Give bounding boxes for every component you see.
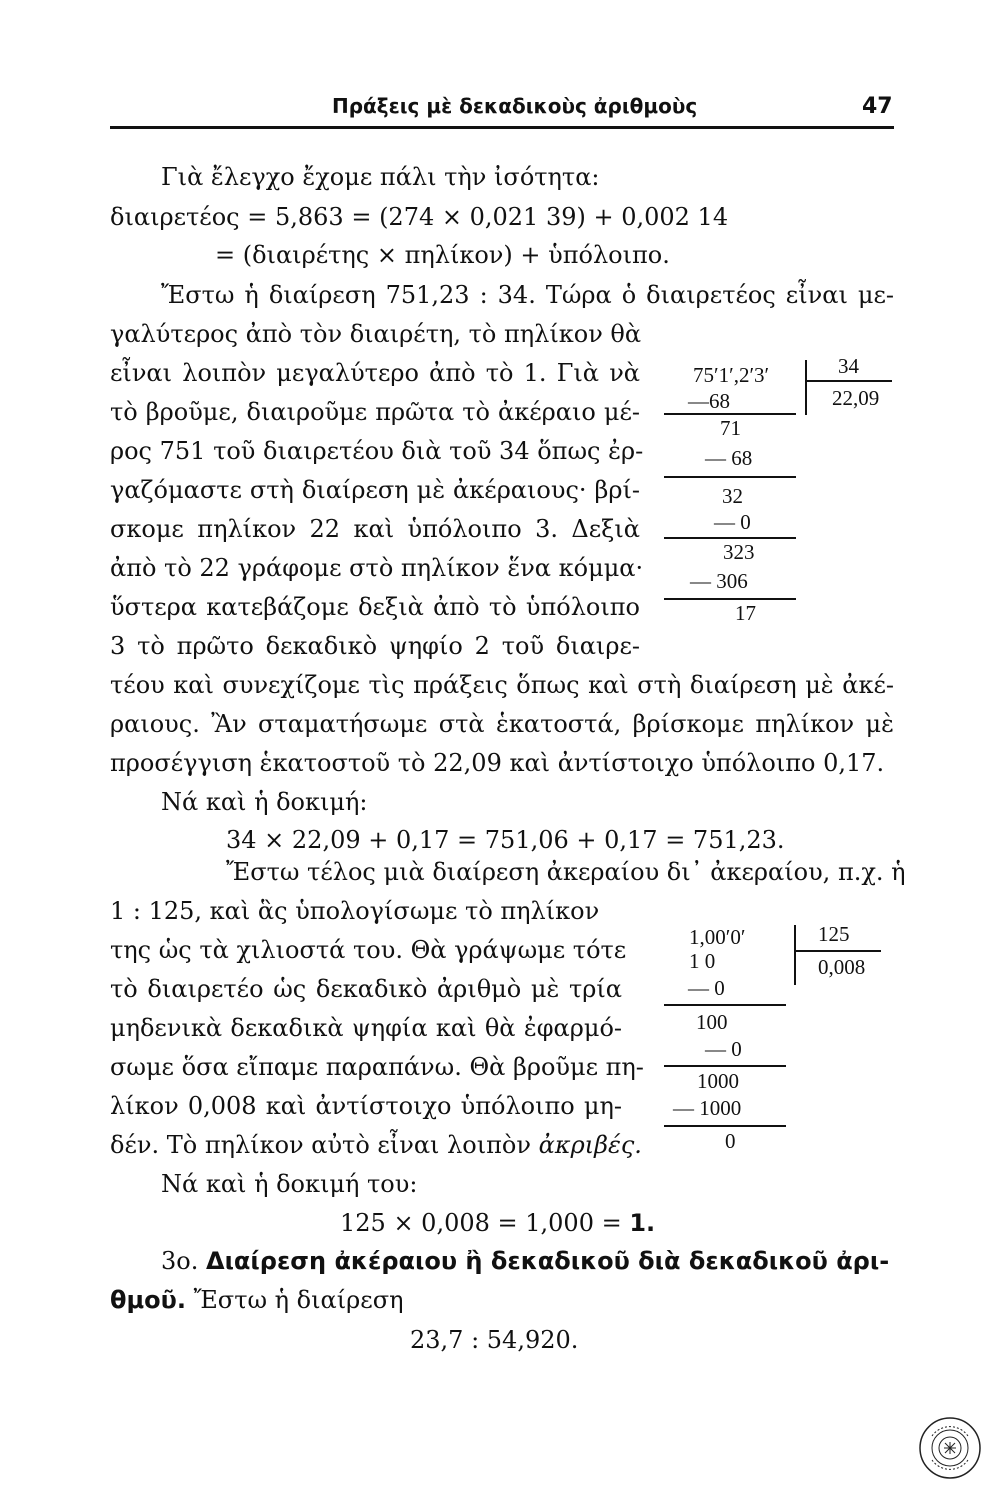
check-result: 1. [629,1209,656,1237]
para2-line-6: γαζόμαστε στὴ διαίρεση μὲ ἀκέραιους· βρί- [110,476,640,504]
para3-line-2: 1 : 125, καὶ ἃς ὑπολογίσωμε τὸ πηλίκον [110,897,600,925]
division2-rule-2 [664,1065,786,1067]
division1-step-7: — 306 [690,569,748,593]
division1-step-6: 323 [723,540,755,564]
para3-line-3: της ὡς τὰ χιλιοστά του. Θὰ γράψωμε τότε [110,936,627,964]
division1-step-4: 32 [722,484,743,508]
stamp-seal-icon [918,1416,982,1480]
header-rule [110,126,894,129]
division2-step-3: 100 [696,1010,728,1034]
division1-quotient-rule [806,380,892,382]
section-3-line-2 [110,1285,403,1315]
division1-rule-2 [664,476,796,478]
division2-quotient: 0,008 [818,955,866,979]
division2-quotient-rule [795,950,881,952]
para2-line-5: ρος 751 τοῦ διαιρετέου διὰ τοῦ 34 ὅπως ἐρ- [110,437,644,465]
section-3-title-line-1: Διαίρεση ἀκέραιου ἢ δεκαδικοῦ διὰ δεκαδικοῦ ἀρι- [206,1247,890,1275]
para1-line-2: διαιρετέος = 5,863 = (274 × 0,021 39) + 0,002 14 [110,203,729,231]
para2-line-2: γαλύτερος ἀπὸ τὸν διαιρέτη, τὸ πηλίκον θὰ [110,320,642,348]
division2-step-4: — 0 [705,1037,742,1061]
division2-step-6: — 1000 [673,1096,742,1120]
section-3-example: 23,7 : 54,920. [410,1326,579,1354]
para2-line-4: τὸ βροῦμε, διαιροῦμε πρῶτα τὸ ἀκέραιο μέ- [110,398,640,426]
library-stamp [918,1416,982,1480]
section-3-title-line-2: θμοῦ. [110,1286,186,1314]
para2-line-11: τέου καὶ συνεχίζομε τὶς πράξεις ὅπως καὶ στὴ διαίρεση μὲ ἀκέ- [110,671,894,699]
division2-vertical-bar [794,925,796,985]
division1-rule-3 [664,537,796,539]
para2-line-8: ἀπὸ τὸ 22 γράφομε στὸ πηλίκον ἕνα κόμμα· [110,554,644,582]
check-intro-2: Νά καὶ ἡ δοκιμή του: [161,1170,418,1198]
para2-line-1: Ἔστω ἡ διαίρεση 751,23 : 34. Τώρα ὁ διαιρετέος εἶναι με- [161,281,894,309]
emphasis-exact: ἀκριβές. [538,1131,642,1159]
division2-rule-1 [664,1004,786,1006]
division1-divisor: 34 [838,354,859,378]
running-head: Πράξεις μὲ δεκαδικοὺς ἀριθμοὺς [332,94,698,118]
page-number: 47 [862,94,893,119]
division1-dividend: 75′1′,2′3′ [693,363,770,387]
check-formula-2 [340,1208,655,1238]
para3-line-4: τὸ διαιρετέο ὡς δεκαδικὸ ἀριθμὸ μὲ τρία [110,975,622,1003]
division1-step-8: 17 [735,601,756,625]
division1-rule-4 [664,598,796,600]
division2-rule-3 [664,1125,786,1127]
division1-quotient: 22,09 [832,386,880,410]
check-formula-2-text: 125 × 0,008 = 1,000 = [340,1209,622,1237]
section-3-number: 3ο. [161,1247,199,1275]
para1-line-3: = (διαιρέτης × πηλίκον) + ὑπόλοιπο. [215,241,670,269]
division1-rule-1 [664,413,796,415]
para2-line-12: ραιους. Ἂν σταματήσωμε στὰ ἑκατοστά, βρίσκομε πηλίκον μὲ [110,710,894,738]
division2-step-5: 1000 [697,1069,739,1093]
division1-step-3: — 68 [705,446,753,470]
section-3-intro: Ἔστω ἡ διαίρεση [193,1286,404,1314]
para3-line-7: λίκον 0,008 καὶ ἀντίστοιχο ὑπόλοιπο μη- [110,1092,622,1120]
check-formula-1: 34 × 22,09 + 0,17 = 751,06 + 0,17 = 751,23. [226,826,785,854]
division2-dividend: 1,00′0′ [689,925,746,949]
para2-line-7: σκομε πηλίκον 22 καὶ ὑπόλοιπο 3. Δεξιὰ [110,515,640,543]
division1-step-5: — 0 [714,510,751,534]
para3-line-5: μηδενικὰ δεκαδικὰ ψηφία καὶ θὰ ἐφαρμό- [110,1014,622,1042]
para3-line-1: Ἔστω τέλος μιὰ διαίρεση ἀκεραίου δι᾽ ἀκεραίου, π.χ. ἡ [226,858,906,886]
para2-line-3: εἶναι λοιπὸν μεγαλύτερο ἀπὸ τὸ 1. Γιὰ νὰ [110,359,640,387]
division1-step-1: —68 [688,389,730,413]
division2-divisor: 125 [818,922,850,946]
para3-line-6: σωμε ὅσα εἴπαμε παραπάνω. Θὰ βροῦμε πη- [110,1053,644,1081]
check-intro-1: Νά καὶ ἡ δοκιμή: [161,788,368,816]
division1-step-2: 71 [720,416,741,440]
division2-step-7: 0 [725,1129,736,1153]
section-3-heading [161,1246,889,1276]
division1-vertical-bar [805,360,807,415]
para1-line-1: Γιὰ ἔλεγχο ἔχομε πάλι τὴν ἰσότητα: [161,163,600,191]
para3-line-8 [110,1130,642,1160]
para2-line-10: 3 τὸ πρῶτο δεκαδικὸ ψηφίο 2 τοῦ διαιρε- [110,632,640,660]
para3-line-8-text: δέν. Τὸ πηλίκον αὐτὸ εἶναι λοιπὸν [110,1131,531,1159]
division2-step-1: 1 0 [689,949,716,973]
division2-step-2: — 0 [688,976,725,1000]
para2-line-9: ὕστερα κατεβάζομε δεξιὰ ἀπὸ τὸ ὑπόλοιπο [110,593,640,621]
para2-line-13: προσέγγιση ἑκατοστοῦ τὸ 22,09 καὶ ἀντίστοιχο ὑπόλοιπο 0,17. [110,749,885,777]
